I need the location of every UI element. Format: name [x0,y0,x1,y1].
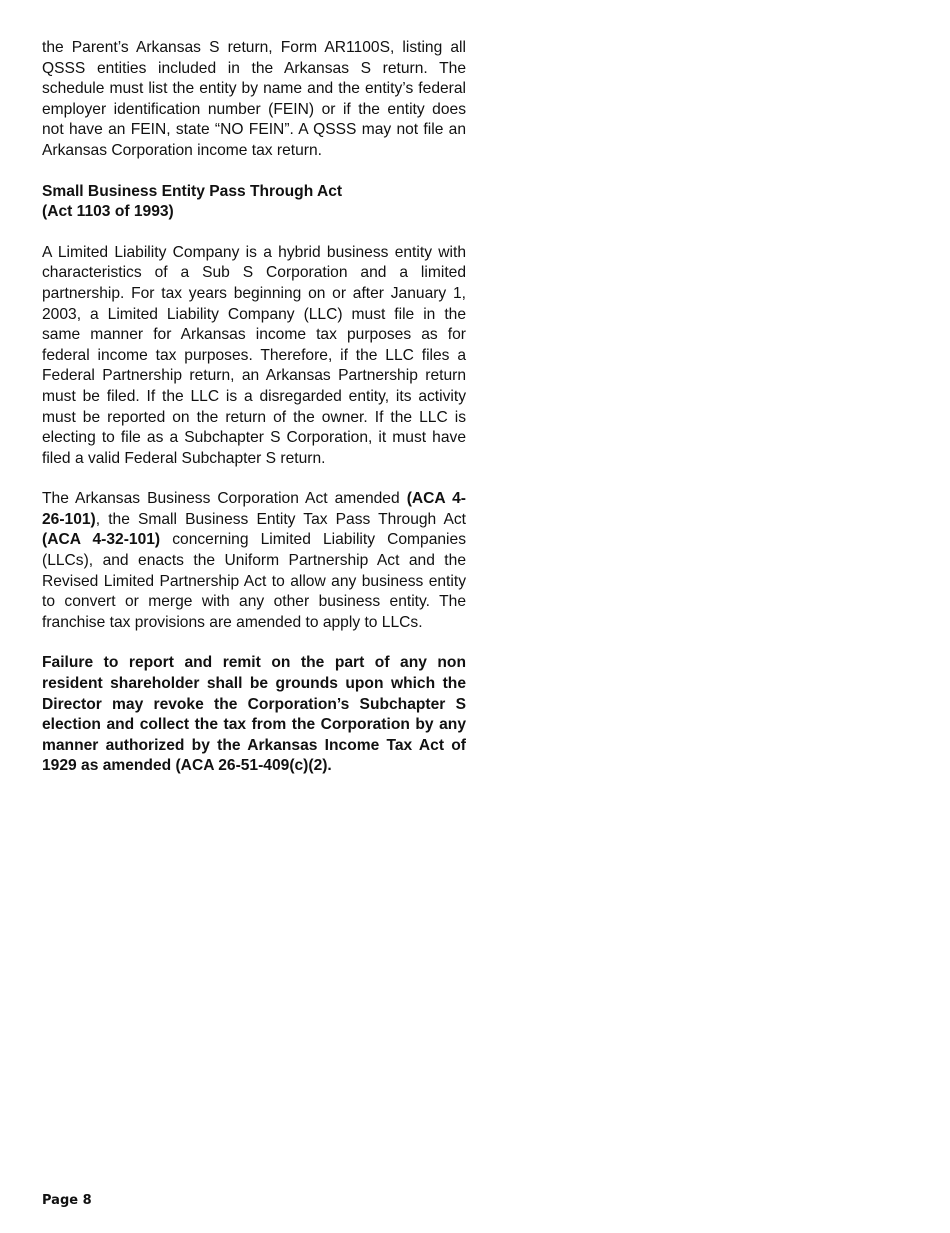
aca-4-32-101-reference: (ACA 4-32-101) [42,531,161,549]
section-heading [42,182,466,223]
act-text-part2: , the Small Business Entity Tax Pass Through Act [95,510,466,528]
act-text-part3: concerning Limited Liability Companies (LLCs), and enacts the Uniform Partnership Act and the Revised Limited Partnership Act to allow any business entity to convert or merge with any other business entity. The franchise tax provisions are amended to apply to LLCs. [42,531,466,631]
failure-warning-paragraph: Failure to report and remit on the part of any non resident shareholder shall be grounds upon which the Director may revoke the Corporation’s Subchapter S election and collect the tax from the Corporation by any manner authorized by the Arkansas Income Tax Act of 1929 as amended (ACA 26-51-409(c)(2). [42,654,466,775]
qsss-paragraph: the Parent’s Arkansas S return, Form AR1100S, listing all QSSS entities included in the Arkansas S return. The schedule must list the entity by name and the entity’s federal employer identification number (FEIN) or if the entity does not have an FEIN, state “NO FEIN”. A QSSS may not file an Arkansas Corporation income tax return. [42,39,466,159]
document-column [42,38,466,777]
page-number: Page 8 [42,1193,92,1208]
act-amended-paragraph [42,489,466,633]
section-heading-act: (Act 1103 of 1993) [42,203,174,221]
aca-4-26-101-reference: (ACA 4-26-101) [42,490,466,528]
llc-paragraph: A Limited Liability Company is a hybrid business entity with characteristics of a Sub S Corporation and a limited partnership. For tax years beginning on or after January 1, 2003, a Limited Liability Company (LLC) must file in the same manner for Arkansas income tax purposes as for federal income tax purposes. Therefore, if the LLC files a Federal Partnership return, an Arkansas Partnership return must be filed. If the LLC is a disregarded entity, its activity must be reported on the return of the owner. If the LLC is electing to file as a Subchapter S Corporation, it must have filed a valid Federal Subchapter S return. [42,243,466,467]
act-text-part1: The Arkansas Business Corporation Act amended [42,490,407,508]
section-heading-title: Small Business Entity Pass Through Act [42,182,343,200]
